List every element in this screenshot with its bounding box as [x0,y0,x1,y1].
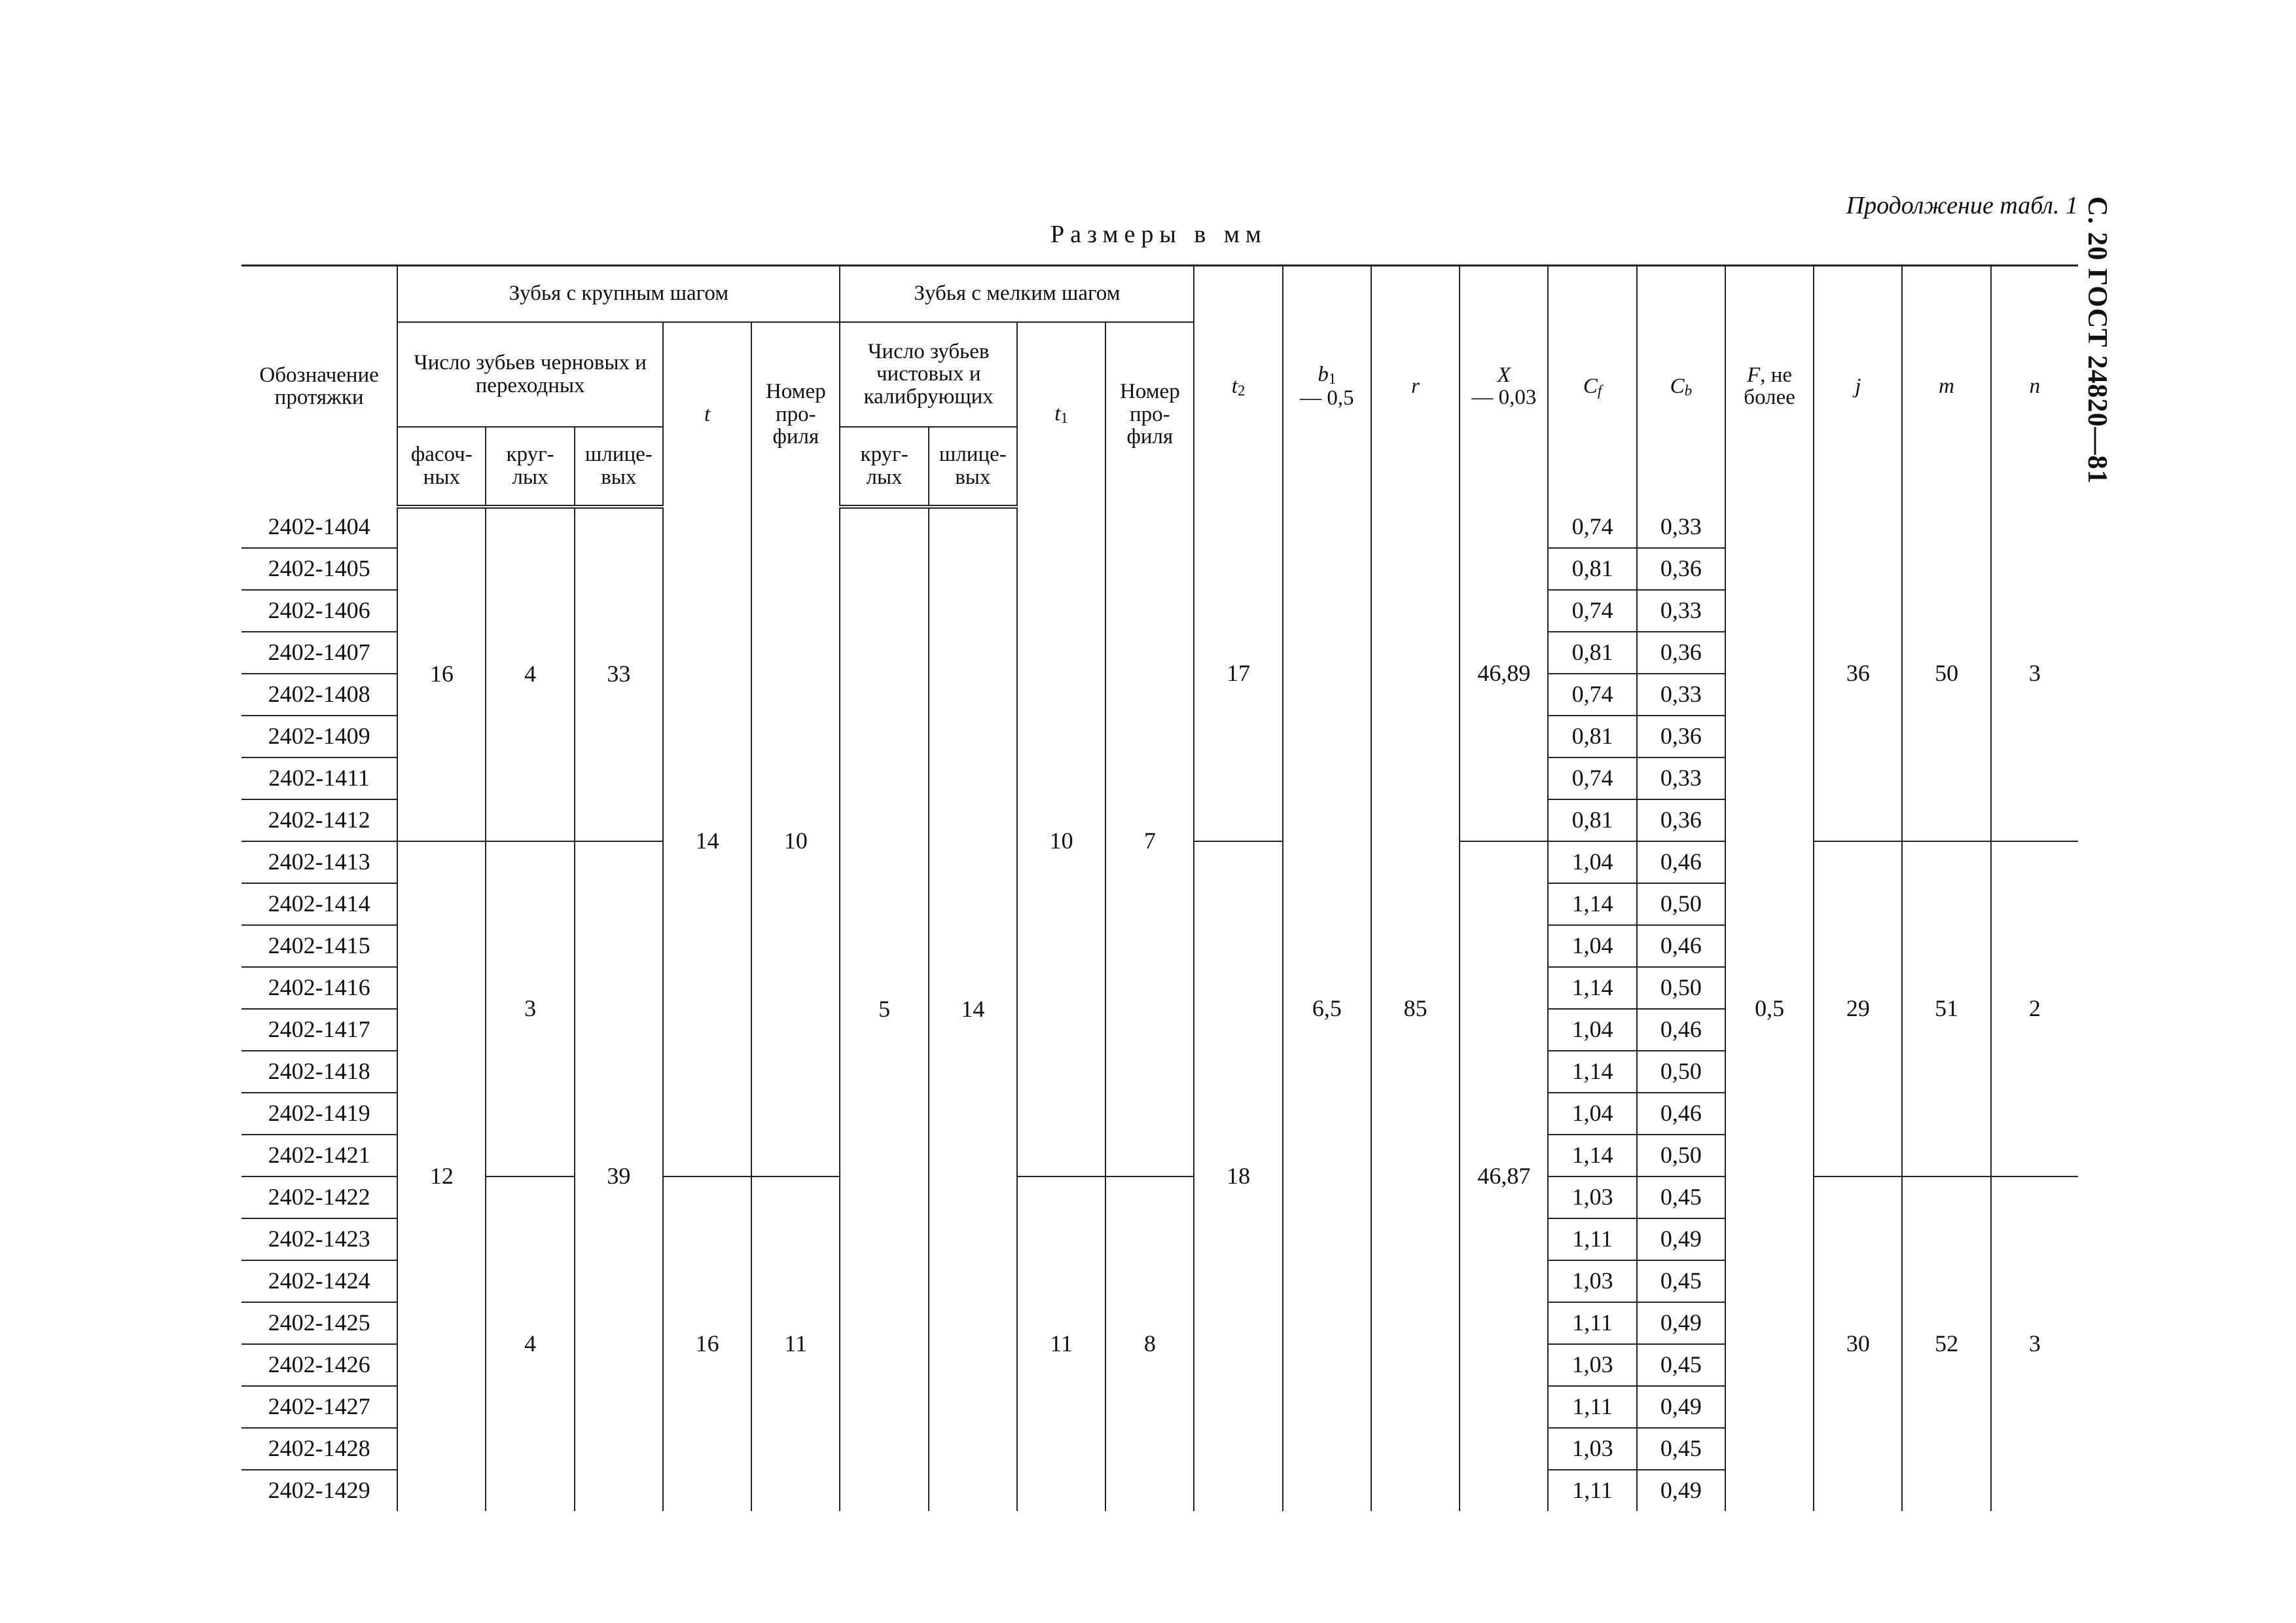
f-cell: 0,5 [1725,507,1814,1511]
designation-cell: 2402-1421 [242,1135,397,1176]
n-cell: 3 [1991,507,2078,841]
header-coarse-teeth: Число зубьев черновых и переходных [397,322,663,427]
cf-cell: 1,03 [1548,1344,1636,1386]
cb-cell: 0,36 [1637,548,1725,590]
designation-cell: 2402-1428 [242,1428,397,1470]
header-t2: $t_2$ [1194,266,1282,507]
header-spline: шлице- вых [575,427,663,507]
cb-cell: 0,50 [1637,883,1725,925]
t1-cell: 10 [1017,507,1105,1176]
designation-cell: 2402-1407 [242,632,397,674]
header-fine-group: Зубья с мелким шагом [840,266,1194,322]
n-cell: 2 [1991,841,2078,1176]
cf-cell: 0,74 [1548,507,1636,548]
cf-cell: 1,04 [1548,925,1636,967]
cb-cell: 0,33 [1637,757,1725,799]
header-x: X — 0,03 [1460,266,1548,507]
cb-cell: 0,46 [1637,925,1725,967]
header-r: r [1371,266,1460,507]
header-fine-teeth: Число зубьев чистовых и калибрующих [840,322,1017,427]
t2-cell: 17 [1194,507,1282,841]
round-cell: 3 [486,841,574,1176]
header-fine-profile: Номер про- филя [1105,322,1194,507]
spline-cell: 39 [575,841,663,1511]
designation-cell: 2402-1416 [242,967,397,1009]
m-cell: 51 [1902,841,1990,1176]
cf-cell: 1,04 [1548,841,1636,883]
cb-cell: 0,50 [1637,1051,1725,1093]
profile-cell: 11 [751,1176,840,1511]
header-b1: $b_1$ — 0,5 [1283,266,1371,507]
broach-table [242,264,2078,1511]
header-designation: Обозначение протяжки [242,266,397,507]
j-cell: 29 [1814,841,1902,1176]
cb-cell: 0,36 [1637,799,1725,841]
cf-cell: 1,11 [1548,1386,1636,1428]
chamfer-cell: 16 [397,507,486,841]
round-cell: 4 [486,1176,574,1511]
header-coarse-group: Зубья с крупным шагом [397,266,840,322]
cf-cell: 0,74 [1548,674,1636,716]
cb-cell: 0,46 [1637,1093,1725,1135]
x-cell: 46,87 [1460,841,1548,1511]
fine-profile-cell: 8 [1105,1176,1194,1511]
cf-cell: 0,81 [1548,548,1636,590]
spline-cell: 33 [575,507,663,841]
cb-cell: 0,33 [1637,590,1725,632]
units-label: Размеры в мм [1050,221,1267,248]
cb-cell: 0,45 [1637,1344,1725,1386]
b1-cell: 6,5 [1283,507,1371,1511]
designation-cell: 2402-1426 [242,1344,397,1386]
cf-cell: 0,81 [1548,632,1636,674]
header-fine-spline: шлице- вых [929,427,1017,507]
fine-profile-cell: 7 [1105,507,1194,1176]
cb-cell: 0,45 [1637,1428,1725,1470]
designation-cell: 2402-1417 [242,1009,397,1051]
designation-cell: 2402-1404 [242,507,397,548]
header-t1: $t_1$ [1017,322,1105,507]
header-cf: $C_f$ [1548,266,1636,507]
cb-cell: 0,33 [1637,674,1725,716]
designation-cell: 2402-1415 [242,925,397,967]
cb-cell: 0,36 [1637,632,1725,674]
fine-round-cell: 5 [840,507,928,1511]
designation-cell: 2402-1425 [242,1302,397,1344]
page-header: С. 20 ГОСТ 24820—81 [2082,196,2112,484]
designation-cell: 2402-1414 [242,883,397,925]
designation-cell: 2402-1409 [242,716,397,757]
continuation-label: Продолжение табл. 1 [1846,192,2078,219]
n-cell: 3 [1991,1176,2078,1511]
cf-cell: 1,04 [1548,1093,1636,1135]
designation-cell: 2402-1423 [242,1218,397,1260]
cf-cell: 1,11 [1548,1470,1636,1511]
designation-cell: 2402-1405 [242,548,397,590]
cb-cell: 0,49 [1637,1218,1725,1260]
cb-cell: 0,36 [1637,716,1725,757]
cb-cell: 0,49 [1637,1302,1725,1344]
header-n: n [1991,266,2078,507]
t1-cell: 11 [1017,1176,1105,1511]
designation-cell: 2402-1411 [242,757,397,799]
header-chamfer: фасоч- ных [397,427,486,507]
cb-cell: 0,50 [1637,967,1725,1009]
cf-cell: 0,81 [1548,799,1636,841]
cb-cell: 0,45 [1637,1260,1725,1302]
cf-cell: 1,14 [1548,1051,1636,1093]
designation-cell: 2402-1422 [242,1176,397,1218]
designation-cell: 2402-1419 [242,1093,397,1135]
designation-cell: 2402-1412 [242,799,397,841]
cb-cell: 0,46 [1637,841,1725,883]
cf-cell: 1,14 [1548,967,1636,1009]
cf-cell: 1,03 [1548,1176,1636,1218]
cf-cell: 1,11 [1548,1302,1636,1344]
r-cell: 85 [1371,507,1460,1511]
cb-cell: 0,46 [1637,1009,1725,1051]
cb-cell: 0,33 [1637,507,1725,548]
cf-cell: 1,03 [1548,1428,1636,1470]
designation-cell: 2402-1408 [242,674,397,716]
cf-cell: 0,74 [1548,757,1636,799]
designation-cell: 2402-1424 [242,1260,397,1302]
j-cell: 30 [1814,1176,1902,1511]
cb-cell: 0,49 [1637,1470,1725,1511]
t-cell: 16 [663,1176,751,1511]
designation-cell: 2402-1413 [242,841,397,883]
header-round: круг- лых [486,427,574,507]
chamfer-cell: 12 [397,841,486,1511]
round-cell: 4 [486,507,574,841]
t2-cell: 18 [1194,841,1282,1511]
cb-cell: 0,49 [1637,1386,1725,1428]
cf-cell: 1,04 [1548,1009,1636,1051]
cb-cell: 0,45 [1637,1176,1725,1218]
designation-cell: 2402-1429 [242,1470,397,1511]
header-fine-round: круг- лых [840,427,928,507]
cf-cell: 0,81 [1548,716,1636,757]
cb-cell: 0,50 [1637,1135,1725,1176]
designation-cell: 2402-1418 [242,1051,397,1093]
header-f: F, не более [1725,266,1814,507]
cf-cell: 1,14 [1548,1135,1636,1176]
m-cell: 50 [1902,507,1990,841]
designation-cell: 2402-1427 [242,1386,397,1428]
designation-cell: 2402-1406 [242,590,397,632]
x-cell: 46,89 [1460,507,1548,841]
j-cell: 36 [1814,507,1902,841]
header-m: m [1902,266,1990,507]
cf-cell: 1,11 [1548,1218,1636,1260]
header-t: t [663,322,751,507]
cf-cell: 1,03 [1548,1260,1636,1302]
m-cell: 52 [1902,1176,1990,1511]
header-profile: Номер про- филя [751,322,840,507]
fine-spline-cell: 14 [929,507,1017,1511]
cf-cell: 1,14 [1548,883,1636,925]
t-cell: 14 [663,507,751,1176]
profile-cell: 10 [751,507,840,1176]
header-cb: $C_b$ [1637,266,1725,507]
header-j: j [1814,266,1902,507]
cf-cell: 0,74 [1548,590,1636,632]
